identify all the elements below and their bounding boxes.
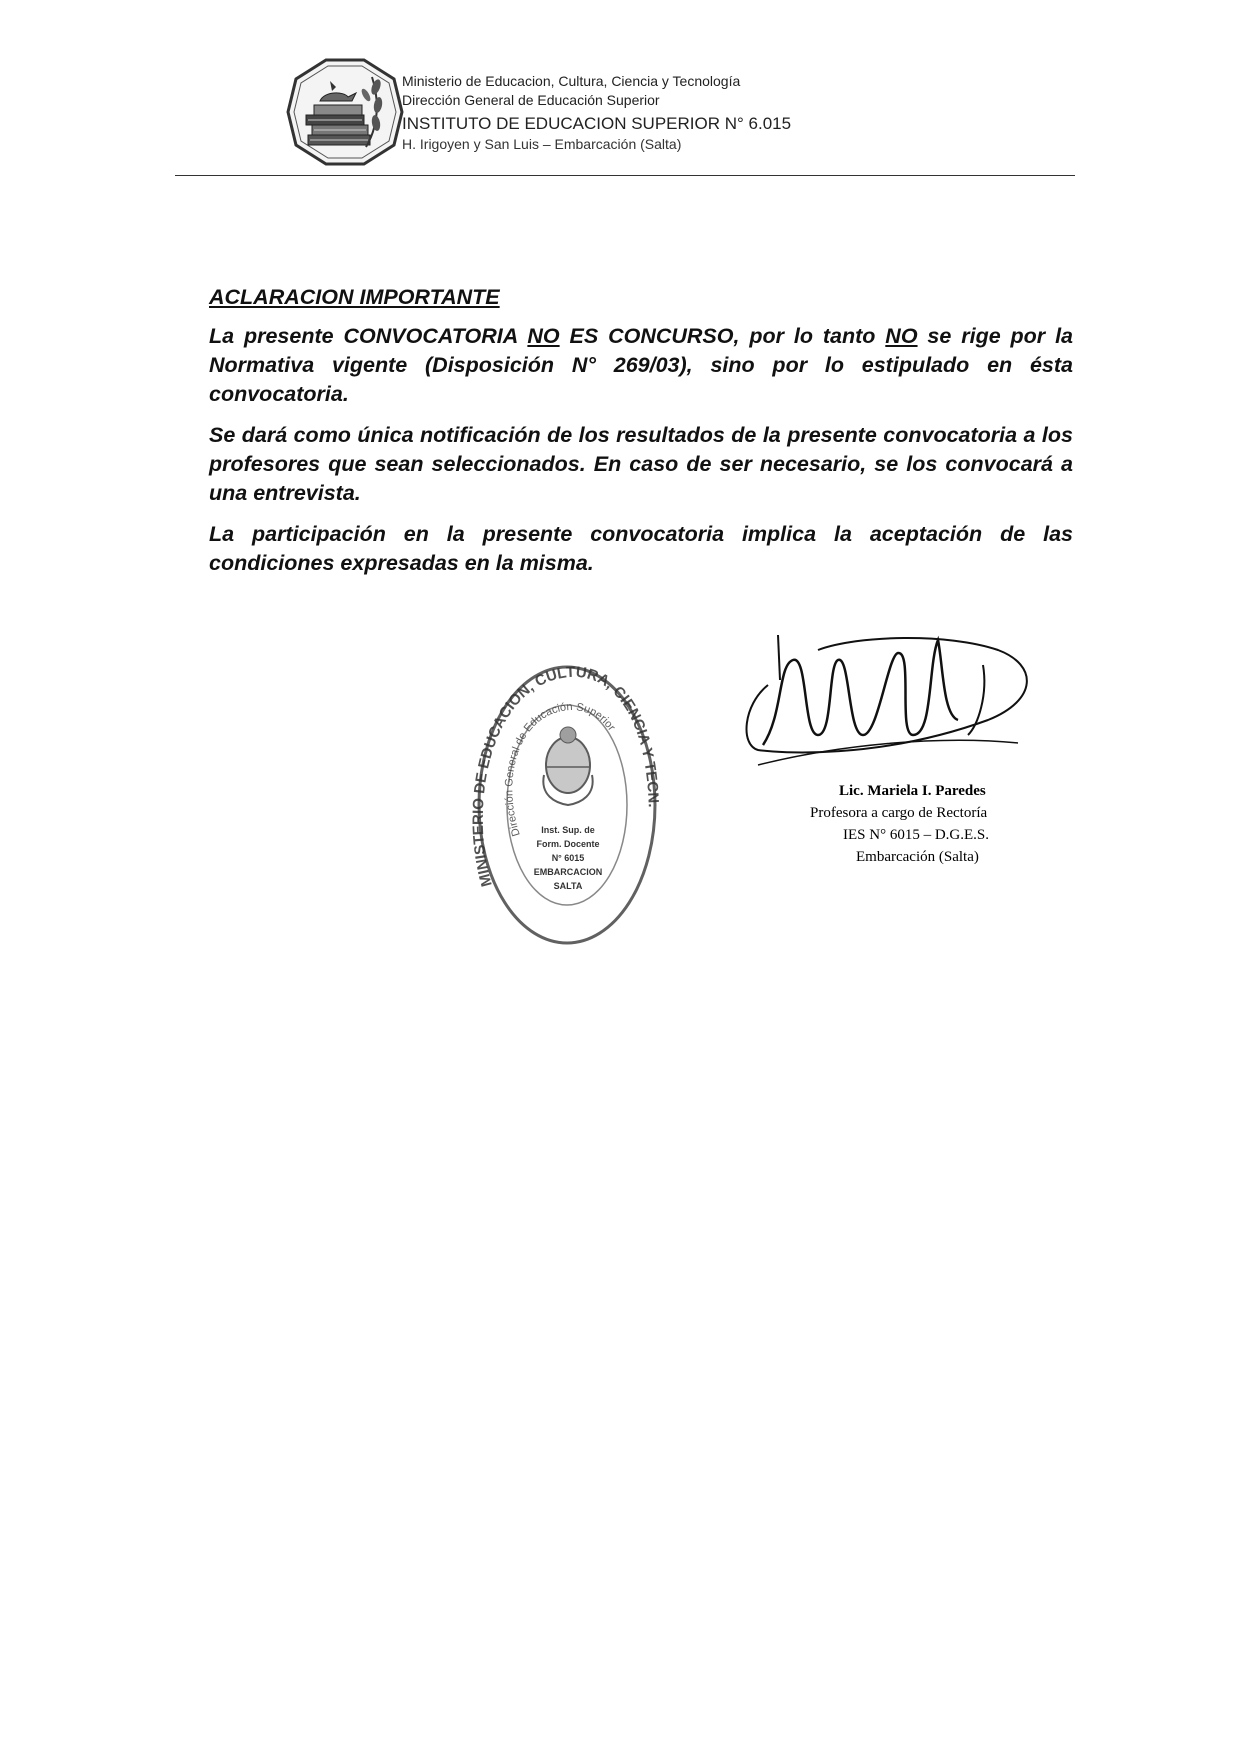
institution-logo	[286, 57, 404, 167]
p1-underlined-no-2: NO	[885, 324, 918, 348]
institution-name: INSTITUTO DE EDUCACION SUPERIOR N° 6.015	[402, 114, 792, 133]
header-divider	[175, 175, 1075, 176]
coat-of-arms-icon	[543, 727, 592, 805]
directorate-name: Dirección General de Educación Superior	[402, 92, 660, 108]
stamp-line-4: EMBARCACION	[533, 867, 603, 877]
letterhead	[402, 72, 791, 153]
ministry-name: Ministerio de Educacion, Cultura, Ciencia y Tecnología	[402, 73, 741, 89]
notice-heading: ACLARACION IMPORTANTE	[209, 285, 500, 309]
institution-address: H. Irigoyen y San Luis – Embarcación (Salta)	[402, 136, 682, 152]
notice-paragraph-3: La participación en la presente convocatoria implica la aceptación de las condiciones expresadas en la misma.	[209, 522, 1073, 575]
p1-text-b: ES CONCURSO, por lo tanto	[559, 324, 886, 348]
stamp-line-3: N° 6015	[551, 853, 585, 863]
notice-paragraph-2: Se dará como única notificación de los resultados de la presente convocatoria a los profesores que sean seleccionados. En caso de ser necesario, se los convocará a una entrevista.	[209, 423, 1073, 505]
signatory-institution: IES N° 6015 – D.G.E.S.	[843, 827, 990, 843]
stamp-inner-text: Dirección General de Educación Superior	[503, 700, 618, 838]
p1-underlined-no-1: NO	[527, 324, 560, 348]
stamp-line-5: SALTA	[553, 881, 583, 891]
signatory-name: Lic. Mariela I. Paredes	[839, 783, 986, 799]
stamp-outer-text: MINISTERIO DE EDUCACION, CULTURA, CIENCIA Y TECN.	[470, 663, 662, 889]
p1-text-c: se rige por la Normativa vigente (Disposición N° 269/03), sino por lo estipulado en ésta convocatoria.	[209, 324, 1073, 406]
handwritten-signature	[738, 625, 1038, 775]
official-stamp	[470, 655, 665, 950]
stamp-line-1: Inst. Sup. de	[541, 825, 595, 835]
signatory-city: Embarcación (Salta)	[856, 849, 979, 865]
stamp-line-2: Form. Docente	[536, 839, 600, 849]
notice-paragraph-1	[209, 322, 1073, 409]
signatory-role: Profesora a cargo de Rectoría	[810, 805, 988, 821]
p1-text-a: La presente CONVOCATORIA	[209, 324, 528, 348]
notice-body	[209, 283, 1073, 590]
